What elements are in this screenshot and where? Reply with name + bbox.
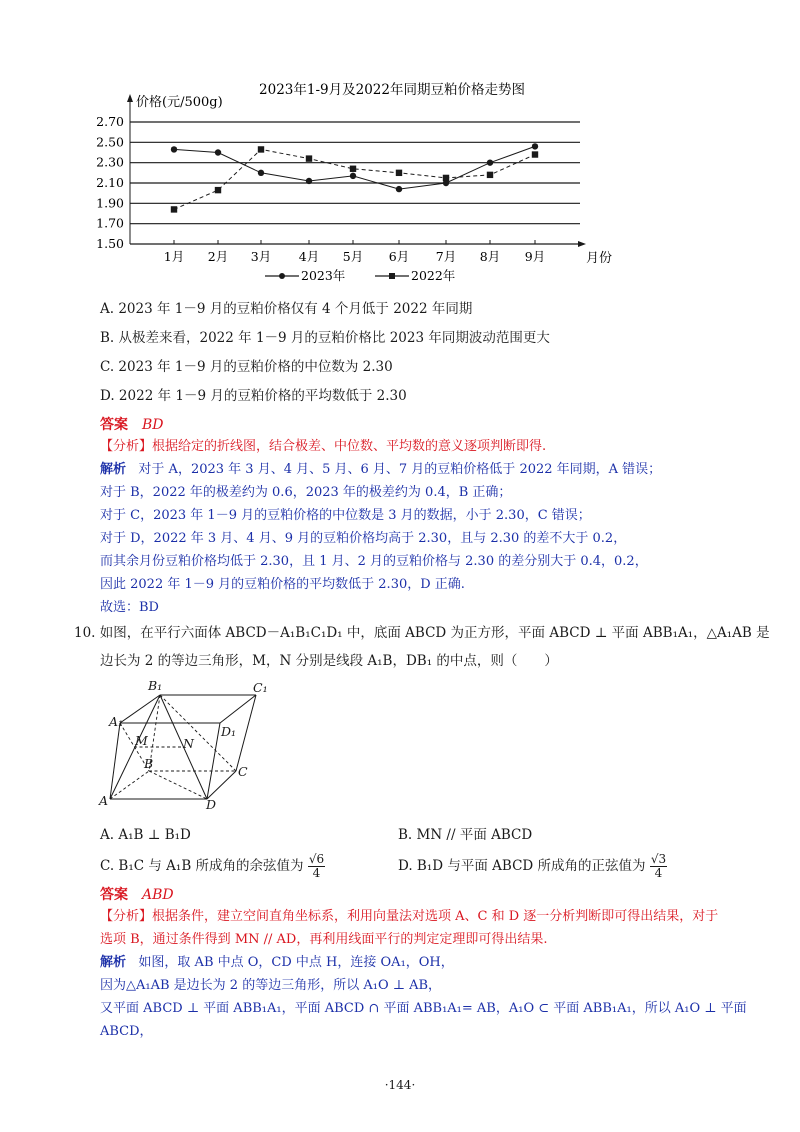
point-2023年-0 [171, 146, 177, 152]
option-d-denominator: 4 [654, 866, 663, 880]
q10-option-b: B. MN // 平面 ABCD [398, 827, 533, 843]
series-line-1 [174, 149, 535, 209]
x-tick-label: 6月 [388, 249, 410, 264]
q10-option-c [100, 848, 325, 884]
option-d-fraction [650, 853, 667, 880]
option-c-fraction [308, 853, 325, 880]
option-c-text: C. B₁C 与 A₁B 所成角的余弦值为 [100, 858, 304, 874]
q10-option-d [398, 848, 667, 884]
point-2023年-7 [487, 159, 493, 165]
point-2023年-1 [215, 149, 221, 155]
label-c1: C₁ [253, 680, 268, 695]
legend-marker [389, 273, 395, 279]
label-a1: A₁ [109, 714, 124, 729]
y-tick-label: 2.70 [96, 114, 124, 129]
point-2023年-8 [532, 143, 538, 149]
label-d1: D₁ [221, 724, 237, 739]
x-axis-label: 月份 [586, 251, 613, 266]
y-axis-arrow [127, 94, 133, 102]
y-tick-label: 1.90 [96, 195, 124, 211]
label-a: A [99, 793, 109, 808]
x-tick-label: 5月 [342, 249, 364, 264]
jiexi-text: 如图，取 AB 中点 O，CD 中点 H，连接 OA₁，OH， [138, 955, 454, 970]
legend-label: 2023年 [301, 268, 346, 283]
y-tick-label: 1.70 [96, 215, 124, 231]
point-2023年-2 [258, 170, 264, 176]
point-2022年-3 [306, 155, 312, 161]
y-axis-label: 价格(元/500g) [136, 95, 223, 110]
y-tick-label: 2.10 [96, 175, 124, 190]
y-tick-label: 2.50 [96, 134, 124, 150]
q9-answer [100, 416, 164, 434]
q10-jiexi-line-3: 又平面 ABCD ⊥ 平面 ABB₁A₁，平面 ABCD ∩ 平面 ABB₁A₁= AB，A₁O ⊂ 平面 ABB₁A₁，所以 A₁O ⊥ 平面 [100, 1001, 747, 1016]
answer-value: BD [142, 417, 164, 433]
label-n: N [183, 736, 194, 751]
y-tick-label: 1.50 [96, 236, 124, 251]
x-tick-label: 3月 [250, 249, 272, 264]
q10-jiexi-line-1 [100, 954, 454, 972]
q10-stem-1: 10. 如图，在平行六面体 ABCD－A₁B₁C₁D₁ 中，底面 ABCD 为正方形，平面 ABCD ⊥ 平面 ABB₁A₁，△A₁AB 是 [74, 625, 770, 641]
label-c: C [238, 764, 248, 779]
label-b: B [144, 756, 154, 771]
q9-option-b: B. 从极差来看，2022 年 1－9 月的豆粕价格比 2023 年同期波动范围更大 [100, 330, 550, 346]
q9-option-c: C. 2023 年 1－9 月的豆粕价格的中位数为 2.30 [100, 359, 393, 375]
point-2023年-4 [350, 173, 356, 179]
x-axis-arrow [578, 241, 586, 247]
label-d: D [206, 797, 217, 812]
jiexi-label: 解析 [100, 955, 127, 970]
q10-jiexi-line-4: ABCD， [100, 1024, 153, 1039]
option-c-denominator: 4 [312, 866, 321, 880]
q10-analysis-1: 【分析】根据条件，建立空间直角坐标系，利用向量法对选项 A、C 和 D 逐一分析判断即可得出结果，对于 [100, 909, 719, 924]
page-number: ·144· [384, 1078, 416, 1092]
q9-jiexi-line-5: 而其余月份豆粕价格均低于 2.30，且 1 月、2 月的豆粕价格与 2.30 的差分别大于 0.4，0.2， [100, 554, 648, 569]
point-2022年-8 [532, 151, 538, 157]
q10-option-a: A. A₁B ⊥ B₁D [100, 827, 191, 843]
price-trend-chart [0, 0, 800, 300]
point-2022年-4 [350, 166, 356, 172]
point-2022年-5 [396, 170, 402, 176]
chart-title: 2023年1-9月及2022年同期豆粕价格走势图 [259, 82, 525, 98]
q9-jiexi-line-6: 因此 2022 年 1－9 月的豆粕价格的平均数低于 2.30，D 正确. [100, 577, 465, 592]
answer-label: 答案 [100, 417, 128, 433]
answer-value: ABD [142, 887, 174, 903]
point-2023年-5 [396, 186, 402, 192]
legend-label: 2022年 [411, 268, 456, 283]
point-2022年-6 [443, 175, 449, 181]
parallelepiped-figure [90, 672, 270, 816]
option-d-text: D. B₁D 与平面 ABCD 所成角的正弦值为 [398, 858, 646, 874]
x-tick-label: 1月 [163, 249, 185, 264]
point-2022年-1 [215, 187, 221, 193]
q9-option-a: A. 2023 年 1－9 月的豆粕价格仅有 4 个月低于 2022 年同期 [100, 301, 473, 317]
legend-marker [279, 273, 285, 279]
x-tick-label: 4月 [298, 249, 320, 264]
q9-analysis: 【分析】根据给定的折线图，结合极差、中位数、平均数的意义逐项判断即得. [100, 439, 547, 454]
label-b1: B₁ [148, 678, 163, 693]
q9-jiexi-line-4: 对于 D，2022 年 3 月、4 月、9 月的豆粕价格均高于 2.30，且与 2.30 的差不大于 0.2， [100, 531, 627, 546]
x-tick-label: 7月 [435, 249, 457, 264]
q10-stem-2: 边长为 2 的等边三角形，M，N 分别是线段 A₁B，DB₁ 的中点，则（ ） [100, 653, 558, 669]
x-tick-label: 8月 [479, 249, 501, 264]
label-m: M [135, 733, 148, 748]
q10-answer [100, 886, 174, 904]
answer-label: 答案 [100, 887, 128, 903]
point-2023年-3 [306, 178, 312, 184]
q9-jiexi-line-3: 对于 C，2023 年 1－9 月的豆粕价格的中位数是 3 月的数据，小于 2.30，C 错误； [100, 508, 591, 523]
point-2022年-2 [258, 146, 264, 152]
x-tick-label: 9月 [524, 249, 546, 264]
jiexi-text: 对于 A，2023 年 3 月、4 月、5 月、6 月、7 月的豆粕价格低于 2022 年同期，A 错误； [138, 462, 662, 477]
q10-jiexi-line-2: 因为△A₁AB 是边长为 2 的等边三角形，所以 A₁O ⊥ AB， [100, 978, 442, 993]
q10-analysis-2: 选项 B，通过条件得到 MN // AD，再利用线面平行的判定定理即可得出结果. [100, 932, 548, 947]
x-tick-label: 2月 [207, 249, 229, 264]
option-c-numerator: √6 [308, 852, 325, 866]
y-tick-label: 2.30 [96, 154, 124, 170]
q9-jiexi-line-7: 故选：BD [100, 600, 159, 615]
q9-option-d: D. 2022 年 1－9 月的豆粕价格的平均数低于 2.30 [100, 388, 407, 404]
q9-jiexi-line-2: 对于 B，2022 年的极差约为 0.6，2023 年的极差约为 0.4，B 正确； [100, 485, 512, 500]
point-2022年-7 [487, 172, 493, 178]
q9-jiexi-line-1 [100, 461, 661, 479]
option-d-numerator: √3 [650, 852, 667, 866]
jiexi-label: 解析 [100, 462, 127, 477]
point-2022年-0 [171, 206, 177, 212]
